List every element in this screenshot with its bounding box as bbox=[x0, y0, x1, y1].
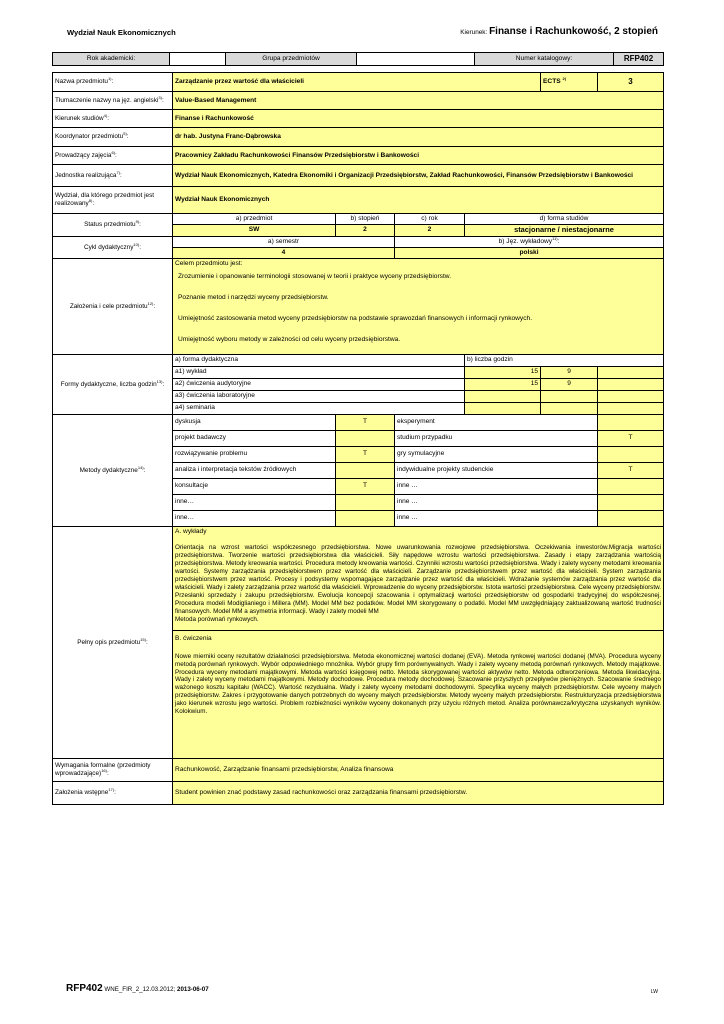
method-right-mark bbox=[598, 494, 664, 510]
unit-value: Wydział Nauk Ekonomicznych, Katedra Ekonomiki i Organizacji Przedsiębiorstw, Zakład Rachunkowości, Finansów Przedsiębiorstw i Bankowości bbox=[173, 165, 664, 187]
forms-row-hours-3 bbox=[598, 366, 664, 378]
cycle-label: Cykl dydaktyczny$^{10)}$: bbox=[53, 236, 173, 258]
prerequisites-value: Student powinien znać podstawy zasad rachunkowości oraz zarządzania finansami przedsiębiorstw. bbox=[173, 781, 664, 804]
ects-label: ECTS $^{2)}$ bbox=[541, 73, 598, 92]
goals-item: Poznanie metod i narzędzi wyceny przedsiębiorstw. bbox=[178, 293, 329, 301]
forms-row-hours: 15 bbox=[465, 366, 541, 378]
forms-row-name: a2) ćwiczenia audytoryjne bbox=[173, 378, 465, 390]
goals-content bbox=[173, 258, 664, 354]
footer-version: WNE_FIR_2_12.03.2012; bbox=[104, 986, 176, 993]
cycle-a-value: 4 bbox=[173, 247, 395, 258]
method-right-mark: T bbox=[598, 430, 664, 446]
coordinator-value: dr hab. Justyna Franc-Dąbrowska bbox=[173, 128, 664, 147]
requirements-label: Wymagania formalne (przedmioty wprowadzające)$^{16)}$: bbox=[53, 758, 173, 781]
goals-item: Umiejętność wyboru metody w zależności od celu wyceny przedsiębiorstwa. bbox=[178, 335, 401, 343]
goals-item: Zrozumienie i opanowanie terminologii stosowanej w teorii i praktyce wyceny przedsiębiorstw. bbox=[178, 272, 452, 280]
goals-label: Założenia i cele przedmiotu$^{12)}$: bbox=[53, 258, 173, 354]
direction-label: Kierunek: bbox=[460, 29, 488, 36]
coordinator-label: Koordynator przedmiotu$^{5)}$: bbox=[53, 128, 173, 147]
catalog-value: RFP402 bbox=[614, 53, 664, 66]
goals-item: Umiejętność zastosowania metod wyceny przedsiębiorstw na podstawie sprawozdań finansowych i informacji rynkowych. bbox=[178, 314, 533, 322]
description-label: Pełny opis przedmiotu$^{15)}$: bbox=[53, 526, 173, 758]
academic-year-label: Rok akademicki: bbox=[53, 53, 170, 66]
footer-date: 2013-06-07 bbox=[177, 986, 209, 993]
subject-group-value[interactable] bbox=[357, 53, 475, 66]
status-a-value: SW bbox=[173, 225, 336, 237]
status-b-label: b) stopień bbox=[336, 214, 395, 225]
description-b-text: Nowe mierniki oceny rezultatów działalności przedsiębiorstwa. Metoda ekonomicznej wartości dodanej (EVA). Metoda rynkowej wartości dodanej (MVA). Procedura wyceny metodą porównań rynkowych. Wybór odpowiedniego mnożnika. Wybór grupy firm porównywalnych. Wady i zalety wyceny metodą porównań rynkowych. Metody majątkowe. Procedura wyceny metodami majątkowymi. Metoda wartości księgowej netto. Metoda skorygowanej wartości aktywów netto. Metoda odtworzeniowa. Metoda likwidacyjna. Wady i zalety wyceny metodami majątkowymi. Metody dochodowe. Procedura metody dochodowej. Szacowanie przyszłych przepływów pieniężnych. Szacowanie średniego ważonego kosztu kapitału (WACC). Wartość rezydualna. Wady i zalety wyceny metodami dochodowymi. Specyfika wyceny małych przedsiębiorstw. Cele wyceny małych przedsiębiorstw. Zakres i przygotowanie danych potrzebnych do wyceny małych przedsiębiorstw. Metody wyceny małych przedsiębiorstw. Restrukturyzacja przedsiębiorstwa jako kierunek wzrostu jego wartości. Problem rozbieżności wyników wyceny dokonanych przy użyciu różnych metod. Analiza porównawcza/krytyczna uzyskanych wyników. Kolokwium. bbox=[175, 652, 662, 716]
description-b-heading: B. ćwiczenia bbox=[175, 634, 212, 642]
cycle-a-label: a) semestr bbox=[173, 236, 395, 247]
method-right: inne … bbox=[395, 494, 598, 510]
course-name-value: Zarządzanie przez wartość dla właścicieli bbox=[173, 73, 541, 92]
description-content bbox=[173, 526, 664, 758]
top-row-table bbox=[52, 52, 664, 66]
forms-row-name: a1) wykład bbox=[173, 366, 465, 378]
forms-row-hours-3 bbox=[598, 402, 664, 414]
cycle-b-value: polski bbox=[395, 247, 664, 258]
method-left: inne… bbox=[173, 510, 336, 526]
catalog-label: Numer katalogowy: bbox=[475, 53, 614, 66]
method-right: gry symulacyjne bbox=[395, 446, 598, 462]
field-value: Finanse i Rachunkowość bbox=[173, 110, 664, 128]
forms-row-hours bbox=[465, 402, 541, 414]
method-right: eksperyment bbox=[395, 414, 598, 430]
forms-row-hours-2 bbox=[541, 390, 598, 402]
subject-group-label: Grupa przedmiotów bbox=[226, 53, 357, 66]
status-c-value: 2 bbox=[395, 225, 465, 237]
forms-row-hours-2: 9 bbox=[541, 378, 598, 390]
method-left-mark bbox=[336, 462, 395, 478]
for-faculty-label: Wydział, dla którego przedmiot jest realizowany$^{8)}$: bbox=[53, 187, 173, 214]
method-right: inne … bbox=[395, 510, 598, 526]
description-a-heading: A. wykłady bbox=[175, 527, 207, 535]
translation-label: Tłumaczenie nazwy na jęz. angielski$^{3)}$: bbox=[53, 92, 173, 110]
faculty-header: Wydział Nauk Ekonomicznych bbox=[67, 28, 176, 37]
method-right-mark: T bbox=[598, 462, 664, 478]
footer-code: RFP402 bbox=[66, 983, 103, 994]
forms-row-hours-3 bbox=[598, 390, 664, 402]
status-label: Status przedmiotu$^{9)}$: bbox=[53, 214, 173, 237]
method-left: inne… bbox=[173, 494, 336, 510]
status-d-value: stacjonarne / niestacjonarne bbox=[465, 225, 664, 237]
status-d-label: d) forma studiów bbox=[465, 214, 664, 225]
forms-label: Formy dydaktyczne, liczba godzin$^{13)}$: bbox=[53, 354, 173, 414]
methods-row bbox=[53, 414, 664, 430]
forms-row-hours-3 bbox=[598, 378, 664, 390]
status-b-value: 2 bbox=[336, 225, 395, 237]
method-left-mark bbox=[336, 494, 395, 510]
requirements-value: Rachunkowość, Zarządzanie finansami przedsiębiorstw, Analiza finansowa bbox=[173, 758, 664, 781]
status-c-label: c) rok bbox=[395, 214, 465, 225]
method-left-mark bbox=[336, 430, 395, 446]
method-right: studium przypadku bbox=[395, 430, 598, 446]
method-right-mark bbox=[598, 414, 664, 430]
method-left: analiza i interpretacja tekstów źródłowych bbox=[173, 462, 336, 478]
method-left: dyskusja bbox=[173, 414, 336, 430]
status-a-label: a) przedmiot bbox=[173, 214, 336, 225]
forms-col-a: a) forma dydaktyczna bbox=[173, 354, 465, 366]
cycle-b-label: b) Jęz. wykładowy$^{11)}$: bbox=[395, 236, 664, 247]
method-left: projekt badawczy bbox=[173, 430, 336, 446]
method-right: inne … bbox=[395, 478, 598, 494]
goals-intro: Celem przedmiotu jest: bbox=[175, 259, 243, 267]
translation-value: Value-Based Management bbox=[173, 92, 664, 110]
forms-row-hours: 15 bbox=[465, 378, 541, 390]
direction-value: Finanse i Rachunkowość, 2 stopień bbox=[489, 26, 658, 37]
for-faculty-value: Wydział Nauk Ekonomicznych bbox=[173, 187, 664, 214]
forms-row-hours bbox=[465, 390, 541, 402]
description-a-text: Orientacja na wzrost wartości współczesnego przedsiębiorstwa. Nowe uwarunkowania rozwojowe przedsiębiorstwa. Oczekiwania inwestorów.Migracja wartości przedsiębiorstwa. Tworzenie wartości przedsiębiorstwa dla właścicieli. Siły napędowe wzrostu wartości przedsiębiorstwa. Zasady i etapy zarządzania wartością przedsiębiorstwa. Metody kreowania wartości. Procedura metody kreowania wartości. Czynniki wzrostu wartości przedsiębiorstwa. Wady i zalety wyceny metodami kreowania wartości. Systemy zarządzania przedsiębiorstwem przez wartość dla właścicieli. Zarządzanie przedsiębiorstwem przez wartość dla właścicieli. System zarządzania przedsiębiorstwem przez wartość. Procesy i podsystemy wspomagające zarządzanie przez wartość dla właścicieli. Wdrażanie systemów zarządzania przez wartość dla właścicieli. Wady i zalety zarządzania przez wartość dla właścicieli. Wprowadzenie do wyceny przedsiębiorstw. Istota wartości przedsiębiorstwa. Cele wyceny przedsiębiorstw. Przesłanki sprzedaży i zakupu przedsiębiorstw. Ewolucja koncepcji szacowania i optymalizacji wartości przedsiębiorstw od gospodarki tradycyjnej do współczesnej. Procedura modeli Modiglianiego i Millera (MM). Model MM bez podatków. Model MM skorygowany o podatki. Model MM uwzględniający zaktualizowaną wartość trudności finansowych. Model MM a asymetria informacji. Wady i zalety modeli MM Metoda porównań rynkowych. bbox=[175, 543, 662, 623]
method-right-mark bbox=[598, 510, 664, 526]
forms-row-hours-2 bbox=[541, 402, 598, 414]
teachers-label: Prowadzący zajęcia$^{6)}$: bbox=[53, 147, 173, 165]
method-left: konsultacje bbox=[173, 478, 336, 494]
method-right: indywidualne projekty studenckie bbox=[395, 462, 598, 478]
unit-label: Jednostka realizująca$^{7)}$: bbox=[53, 165, 173, 187]
forms-row-name: a3) ćwiczenia laboratoryjne bbox=[173, 390, 465, 402]
forms-col-b: b) liczba godzin bbox=[465, 354, 664, 366]
footer-info bbox=[66, 983, 209, 994]
method-left-mark: T bbox=[336, 478, 395, 494]
forms-row-hours-2: 9 bbox=[541, 366, 598, 378]
prerequisites-label: Założenia wstępne$^{17)}$: bbox=[53, 781, 173, 804]
method-left-mark: T bbox=[336, 446, 395, 462]
forms-row-name: a4) seminaria bbox=[173, 402, 465, 414]
footer-author: LW bbox=[650, 989, 658, 995]
method-right-mark bbox=[598, 446, 664, 462]
method-left: rozwiązywanie problemu bbox=[173, 446, 336, 462]
method-right-mark bbox=[598, 478, 664, 494]
method-left-mark: T bbox=[336, 414, 395, 430]
methods-label: Metody dydaktyczne$^{14)}$: bbox=[53, 414, 173, 526]
field-label: Kierunek studiów$^{4)}$: bbox=[53, 110, 173, 128]
ects-value: 3 bbox=[598, 73, 664, 92]
academic-year-value[interactable] bbox=[170, 53, 226, 66]
course-card-table bbox=[52, 72, 664, 805]
method-left-mark bbox=[336, 510, 395, 526]
course-name-label: Nazwa przedmiotu$^{1)}$: bbox=[53, 73, 173, 92]
teachers-value: Pracownicy Zakładu Rachunkowości Finansów Przedsiębiorstw i Bankowości bbox=[173, 147, 664, 165]
direction-header bbox=[460, 26, 658, 37]
